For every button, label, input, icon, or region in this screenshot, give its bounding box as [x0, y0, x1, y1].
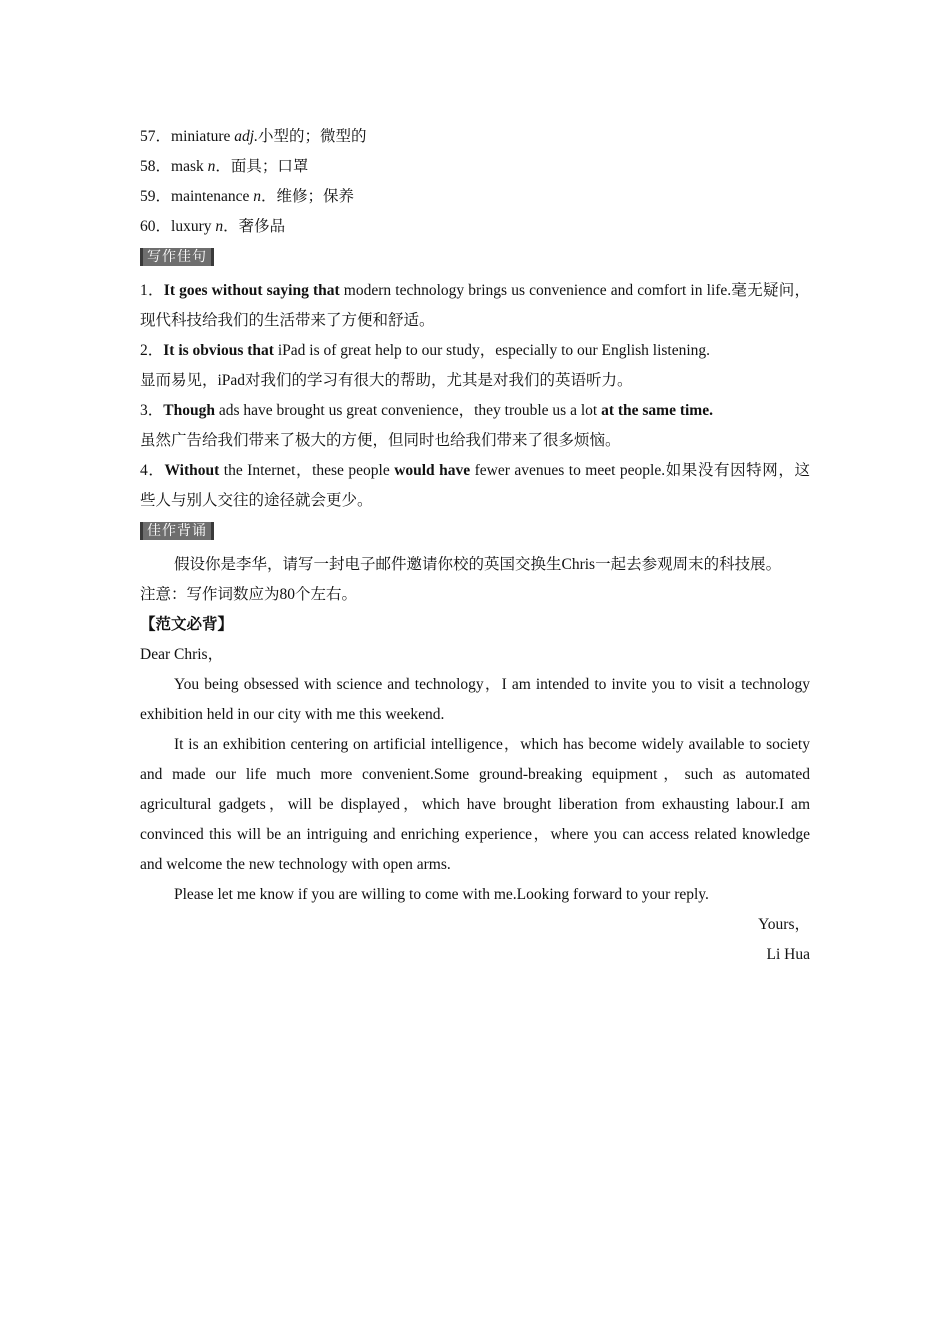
sentence-2-translation: 显而易见，iPad对我们的学习有很大的帮助，尤其是对我们的英语听力。: [140, 372, 633, 389]
letter-closing: Yours，: [758, 916, 810, 933]
sentence-3: 3．Though ads have brought us great convenience，they trouble us a lot at the same time.: [140, 402, 713, 419]
model-essay-heading: 【范文必背】: [140, 616, 234, 633]
vocab-item-59: 59．maintenance n．维修；保养: [140, 188, 354, 205]
document-page: [140, 122, 810, 970]
letter-paragraph-1: You being obsessed with science and technology，I am intended to invite you to visit a technology exhibition held in our city with me this weekend.: [140, 676, 810, 723]
letter-paragraph-2: It is an exhibition centering on artificial intelligence，which has become widely available to society and made our life much more convenient.Some ground-breaking equipment，such as automated agricultural gadgets，will be displayed，which have brought liberation from exhausting labour.I am convinced this will be an intriguing and enriching experience，where you can access related knowledge and welcome the new technology with open arms.: [140, 736, 810, 873]
sentence-1: 1．It goes without saying that modern technology brings us convenience and comfort in life.毫无疑问，现代科技给我们的生活带来了方便和舒适。: [140, 282, 810, 329]
writing-prompt: 假设你是李华，请写一封电子邮件邀请你校的英国交换生Chris一起去参观周末的科技展。: [174, 556, 782, 573]
sentence-4: 4．Without the Internet，these people would have fewer avenues to meet people.如果没有因特网，这些人与别人交往的途径就会更少。: [140, 462, 810, 509]
section-tag-model-essay: 佳作背诵: [140, 522, 214, 540]
vocab-item-57: 57．miniature adj.小型的；微型的: [140, 128, 367, 145]
letter-signature: Li Hua: [766, 946, 810, 963]
letter-greeting: Dear Chris，: [140, 646, 224, 663]
sentence-2: 2．It is obvious that iPad is of great help to our study，especially to our English listening.: [140, 342, 711, 359]
vocab-item-58: 58．mask n．面具；口罩: [140, 158, 309, 175]
letter-paragraph-3: Please let me know if you are willing to come with me.Looking forward to your reply.: [174, 886, 709, 903]
sentence-3-translation: 虽然广告给我们带来了极大的方便，但同时也给我们带来了很多烦恼。: [140, 432, 621, 449]
word-count-note: 注意：写作词数应为80个左右。: [140, 586, 358, 603]
vocab-item-60: 60．luxury n．奢侈品: [140, 218, 286, 235]
section-tag-writing-sentences: 写作佳句: [140, 248, 214, 266]
